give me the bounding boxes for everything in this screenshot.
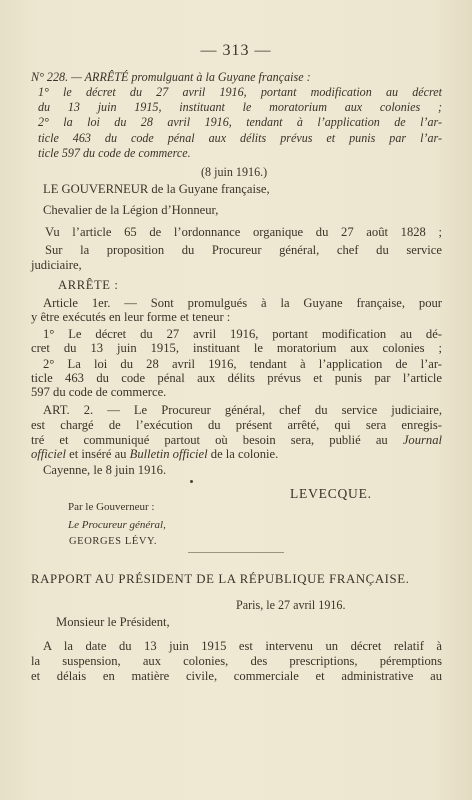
article1-line: Article 1er. — Sont promulgués à la Guyane française, pour <box>43 296 442 310</box>
sur-line: Sur la proposition du Procureur général, chef du service <box>45 243 442 257</box>
article1-line: y être exécutés en leur forme et teneur : <box>31 310 231 324</box>
article2-line: est chargé de l’exécution du présent arrêté, qui sera enregis- <box>31 418 442 432</box>
ink-speck <box>190 480 193 483</box>
arrete-header-line: du 13 juin 1915, instituant le moratorium aux colonies ; <box>38 100 442 114</box>
signature: LEVECQUE. <box>290 486 372 501</box>
item1-line: cret du 13 juin 1915, instituant le moratorium aux colonies ; <box>31 341 442 355</box>
item2-line: 2° La loi du 28 avril 1916, tendant à l’application de l’ar- <box>43 357 442 371</box>
section-divider <box>188 552 284 553</box>
arrete-label: ARRÊTE : <box>58 278 119 292</box>
par-le-gouverneur: Par le Gouverneur : <box>68 501 155 513</box>
journal-officiel-title: Journal <box>402 433 442 447</box>
article2-line <box>31 447 278 462</box>
article2-text: tré et communiqué partout où besoin sera, publié au <box>31 433 403 447</box>
sur-line: judiciaire, <box>31 258 82 272</box>
page-number: — 313 — <box>200 42 272 59</box>
rapport-body-line: A la date du 13 juin 1915 est intervenu un décret relatif à <box>43 639 442 653</box>
rapport-body-line: et délais en matière civile, commerciale et administrative au <box>31 669 442 683</box>
arrete-header-line: 2° la loi du 28 avril 1916, tendant à l’application de l’ar- <box>38 115 442 129</box>
rapport-body-line: la suspension, aux colonies, des prescriptions, péremptions <box>31 654 442 668</box>
item2-line: 597 du code de commerce. <box>31 385 167 399</box>
item2-line: ticle 463 du code pénal aux délits prévus et punis par l’article <box>31 371 442 385</box>
governor-line: LE GOUVERNEUR de la Guyane française, <box>43 182 270 196</box>
place-date: Cayenne, le 8 juin 1916. <box>43 463 167 477</box>
arrete-header-line: ticle 463 du code pénal aux délits prévus et punis par l’ar- <box>38 131 442 145</box>
chevalier-line: Chevalier de la Légion d’Honneur, <box>43 203 219 217</box>
arrete-header-line: ticle 597 du code de commerce. <box>38 146 191 160</box>
bulletin-officiel-title: Bulletin officiel <box>129 447 208 461</box>
rapport-header: RAPPORT AU PRÉSIDENT DE LA RÉPUBLIQUE FRANÇAISE. <box>31 572 410 586</box>
vu-line: Vu l’article 65 de l’ordonnance organique du 27 août 1828 ; <box>45 225 442 239</box>
arrete-header-line: 1° le décret du 27 avril 1916, portant modification au décret <box>38 85 442 99</box>
procureur-title: Le Procureur général, <box>68 519 166 531</box>
procureur-name: GEORGES LÉVY. <box>69 536 158 547</box>
salutation: Monsieur le Président, <box>56 615 170 629</box>
arrete-title-text: N° 228. — ARRÊTÉ promulguant à la Guyane française : <box>31 70 311 84</box>
rapport-date: Paris, le 27 avril 1916. <box>236 598 346 612</box>
article2-line <box>31 433 442 448</box>
journal-officiel-title: officiel <box>31 447 66 461</box>
article2-text: de la colonie. <box>207 447 279 461</box>
arrete-title-line <box>31 70 442 84</box>
item1-line: 1° Le décret du 27 avril 1916, portant modification au dé- <box>43 327 442 341</box>
arrete-date: (8 juin 1916.) <box>201 165 268 179</box>
article2-line: ART. 2. — Le Procureur général, chef du service judiciaire, <box>43 403 442 417</box>
article2-text: et inséré au <box>65 447 130 461</box>
